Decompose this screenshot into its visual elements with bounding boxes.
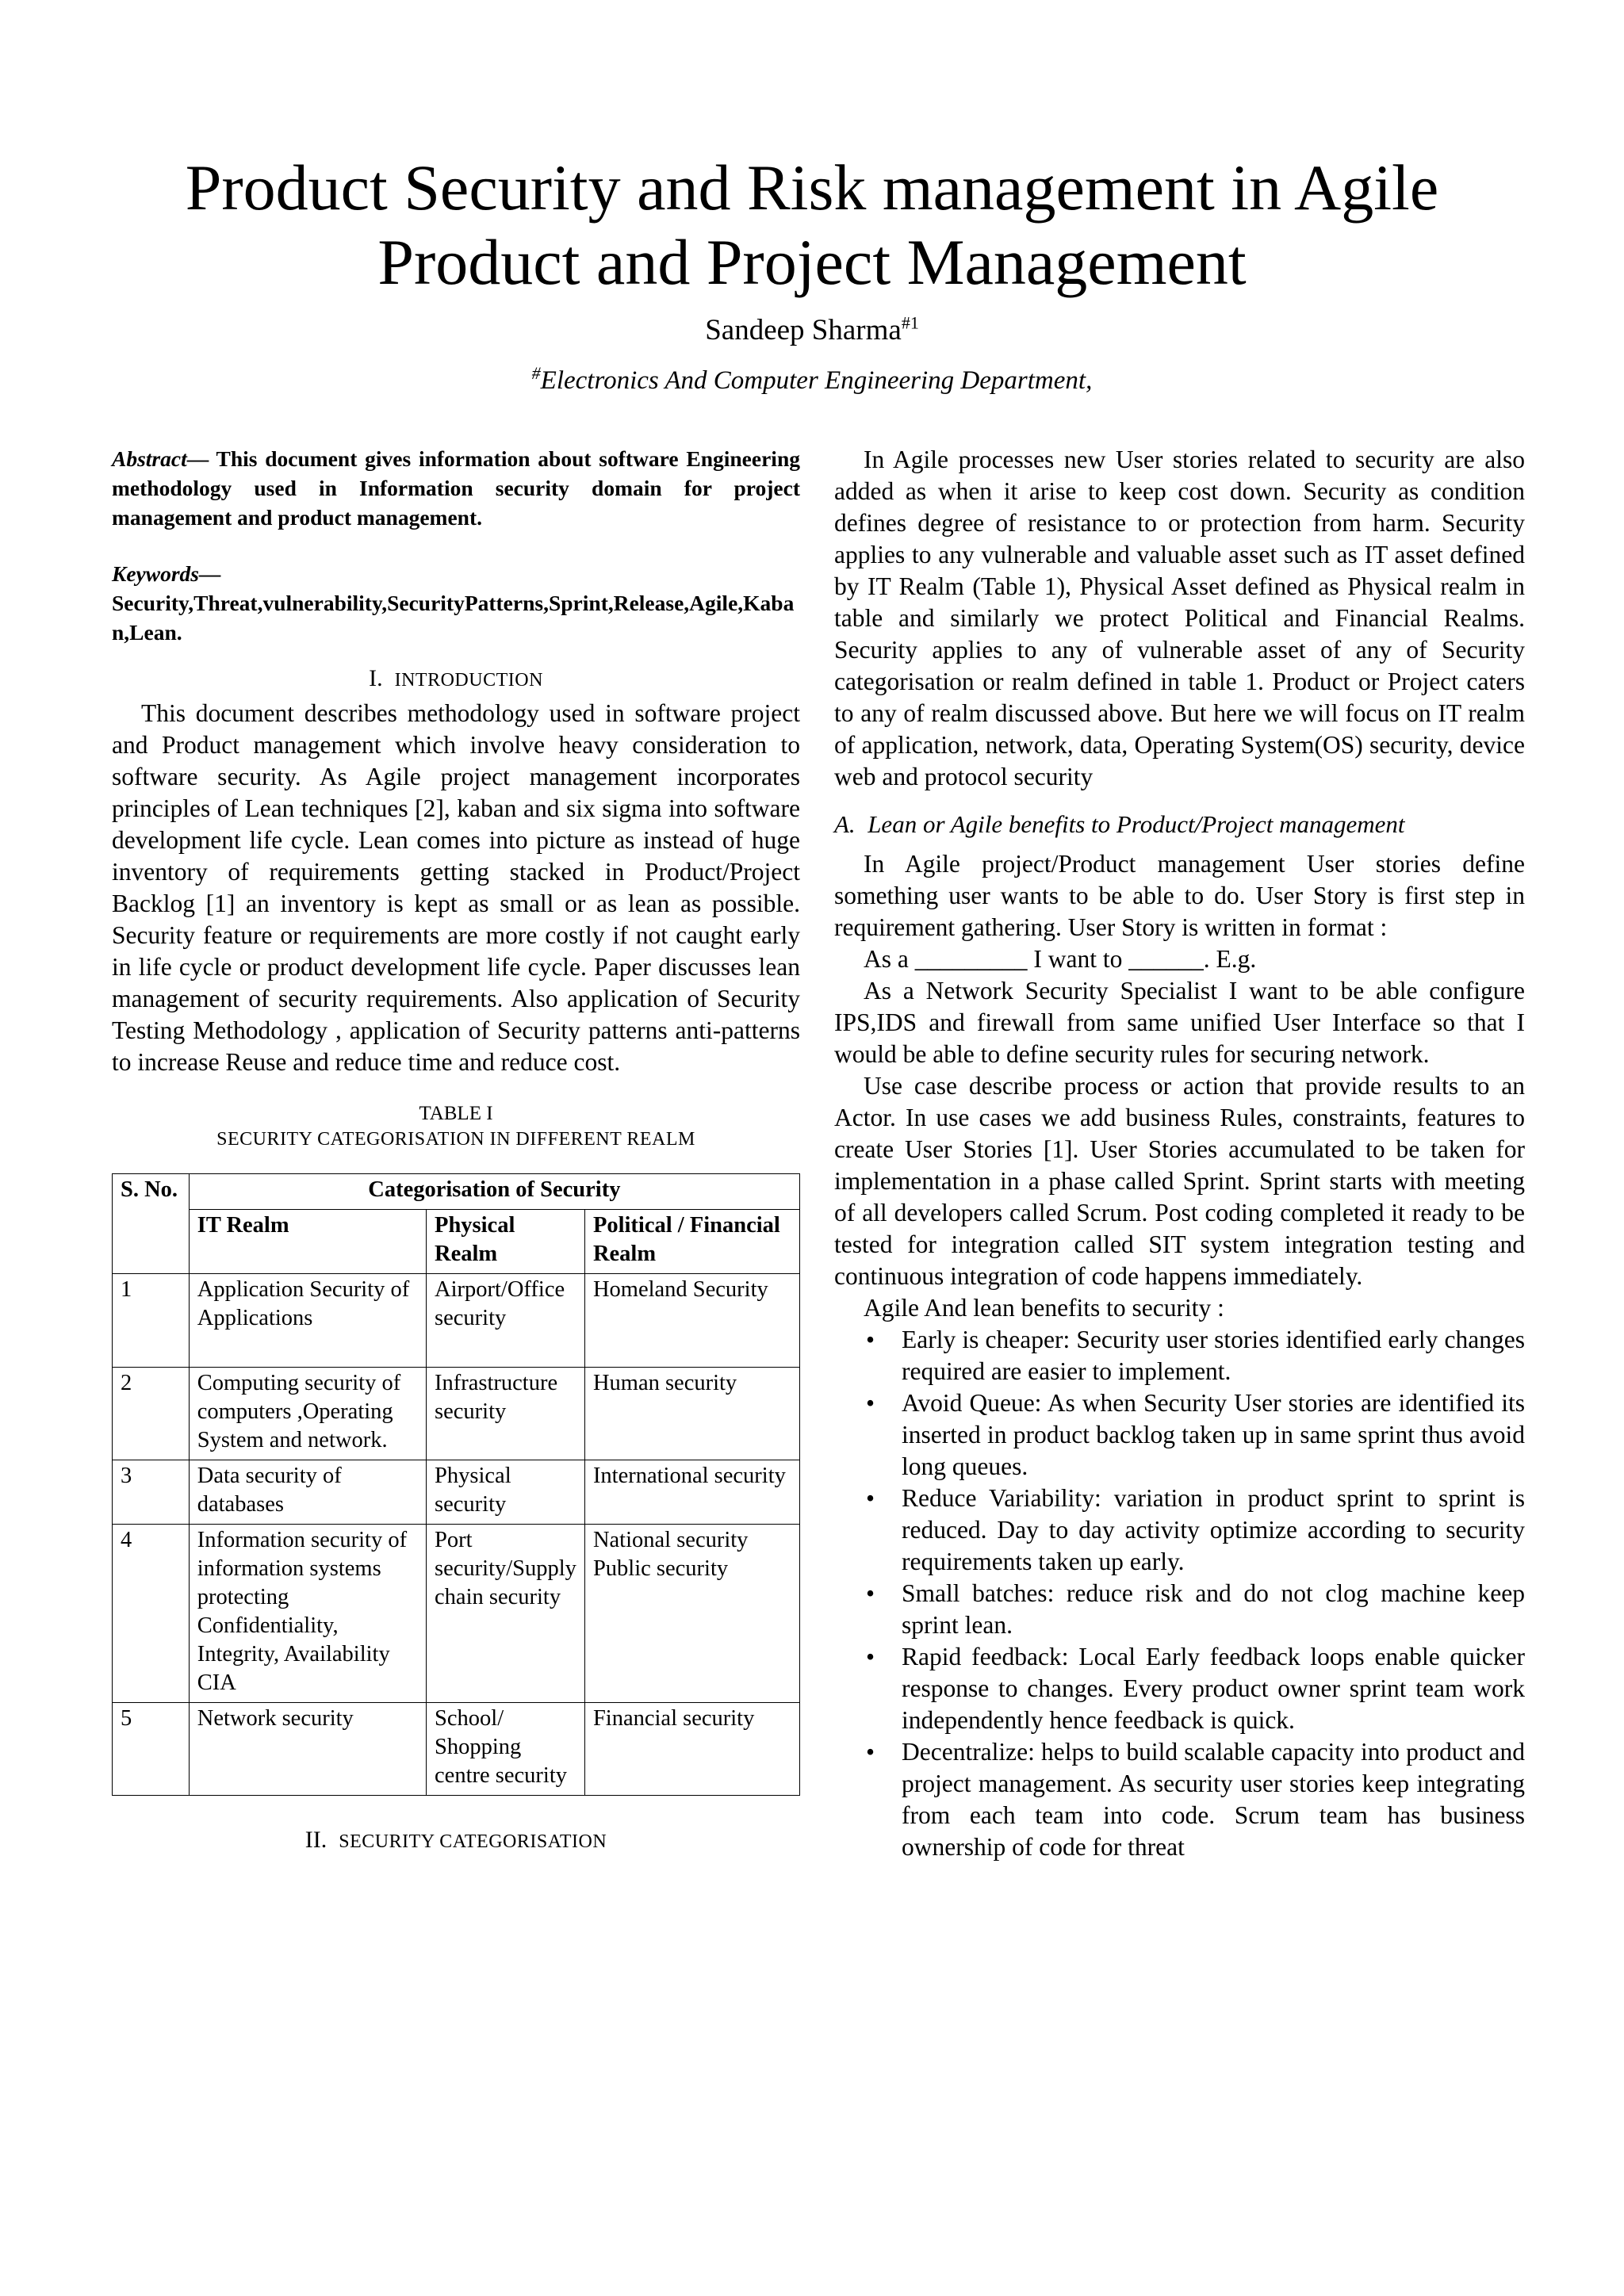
- section-heading-introduction: [112, 663, 800, 696]
- cell-sno: 4: [113, 1525, 190, 1703]
- subsection-title: Lean or Agile benefits to Product/Project management: [868, 810, 1405, 838]
- title-line-2: Product and Project Management: [377, 226, 1247, 298]
- bullet-icon: •: [866, 1738, 875, 1766]
- table-row: [113, 1525, 800, 1703]
- table-row: [113, 1368, 800, 1460]
- cell-it: Data security of databases: [189, 1460, 426, 1525]
- cell-physical: Airport/Office security: [427, 1274, 585, 1368]
- cell-sno: 3: [113, 1460, 190, 1525]
- list-item: [866, 1387, 1525, 1483]
- cell-sno: 1: [113, 1274, 190, 1368]
- abstract-dash: —: [186, 446, 209, 471]
- introduction-paragraph: This document describes methodology used in software project and Product management which involve heavy consideration to software security. As Agile project management incorporates principles of Lean techniques [2], kaban and six sigma into software development life cycle. Lean comes into picture as instead of huge inventory of requirements getting stacked in Product/Project Backlog [1] an inventory is kept as small or as lean as possible. Security feature or requirements are more costly if not caught early in life cycle or product development life cycle. Paper discusses lean management of security requirements. Also application of Security Testing Methodology , application of Security patterns anti-patterns to increase Reuse and reduce time and reduce cost.: [112, 699, 800, 1076]
- list-item-text: Small batches: reduce risk and do not clog machine keep sprint lean.: [902, 1579, 1525, 1639]
- bullet-icon: •: [866, 1579, 875, 1607]
- affiliation-superscript: #: [531, 363, 541, 383]
- table-row: [113, 1274, 800, 1368]
- abstract-label: Abstract: [112, 446, 187, 471]
- table-header-row: [113, 1174, 800, 1210]
- header-group: Categorisation of Security: [189, 1174, 799, 1210]
- table-caption: [112, 1100, 800, 1153]
- title-line-1: Product Security and Risk management in Agile: [185, 151, 1439, 224]
- paper-title: [111, 151, 1513, 300]
- right-column: [834, 444, 1525, 1863]
- table-label: TABLE I: [419, 1103, 493, 1124]
- abstract: [112, 444, 800, 532]
- paragraph-example: As a Network Security Specialist I want to be able configure IPS,IDS and firewall from same unified User Interface so that I would be able to define security rules for securing network.: [834, 977, 1525, 1068]
- list-item-text: Avoid Queue: As when Security User stories are identified its inserted in product backlog taken up in same sprint thus avoid long queues.: [902, 1389, 1525, 1480]
- cell-political: Human security: [584, 1368, 799, 1460]
- subsection-heading: [834, 809, 1525, 840]
- list-item: [866, 1324, 1525, 1387]
- list-item: [866, 1578, 1525, 1641]
- benefits-intro: Agile And lean benefits to security :: [864, 1294, 1224, 1322]
- paragraph-user-stories: In Agile project/Product management User stories define something user wants to be able to do. User Story is first step in requirement gathering. User Story is written in format :: [834, 850, 1525, 941]
- cell-political: National security Public security: [584, 1525, 799, 1703]
- author-name: Sandeep Sharma: [705, 314, 902, 346]
- cell-sno: 2: [113, 1368, 190, 1460]
- cell-physical: Port security/Supply chain security: [427, 1525, 585, 1703]
- header-sno: S. No.: [113, 1174, 190, 1274]
- header-physical-realm: Physical Realm: [427, 1210, 585, 1274]
- header-it-realm: IT Realm: [189, 1210, 426, 1274]
- cell-physical: Infrastructure security: [427, 1368, 585, 1460]
- list-item-text: Early is cheaper: Security user stories identified early changes required are easier to implement.: [902, 1326, 1525, 1385]
- cell-sno: 5: [113, 1703, 190, 1796]
- list-item: [866, 1483, 1525, 1578]
- paragraph-use-case: Use case describe process or action that provide results to an Actor. In use cases we add business Rules, constraints, features to create User Stories [1]. User Stories accumulated to be taken for implementation in a phase called Sprint. Sprint starts with meeting of all developers called Scrum. Post coding completed it ready to be tested for integration called SIT system integration testing and continuous integration of code happens immediately.: [834, 1072, 1525, 1290]
- table-title: SECURITY CATEGORISATION IN DIFFERENT REALM: [216, 1129, 695, 1150]
- header-political-realm: Political / Financial Realm: [584, 1210, 799, 1274]
- author-superscript: #1: [901, 312, 919, 333]
- section-title: INTRODUCTION: [394, 670, 543, 691]
- table-row: [113, 1703, 800, 1796]
- table-row: [113, 1460, 800, 1525]
- affiliation-line: [0, 363, 1624, 396]
- cell-it: Application Security of Applications: [189, 1274, 426, 1368]
- keywords-text: Security,Threat,vulnerability,SecurityPatterns,Sprint,Release,Agile,Kaban,Lean.: [112, 591, 795, 645]
- cell-it: Computing security of computers ,Operating System and network.: [189, 1368, 426, 1460]
- format-line: As a _________ I want to ______. E.g.: [864, 945, 1257, 973]
- subsection-label: A.: [834, 810, 856, 838]
- table-subheader-row: [113, 1210, 800, 1274]
- paragraph-security-stories: In Agile processes new User stories related to security are also added as when it arise to keep cost down. Security as condition defines degree of resistance to or protection from harm. Security applies to any vulnerable and valuable asset such as IT asset defined by IT Realm (Table 1), Physical Asset defined as Physical realm in table and similarly we protect Political and Financial Realms. Security applies to any of vulnerable asset of any of Security categorisation or realm defined in table 1. Product or Project caters to any of realm discussed above. But here we will focus on IT realm of application, network, data, Operating System(OS) security, device web and protocol security: [834, 446, 1525, 790]
- bullet-icon: •: [866, 1326, 875, 1353]
- section-number: II.: [304, 1827, 327, 1853]
- abstract-text: This document gives information about software Engineering methodology used in Information security domain for project management and product management.: [112, 446, 800, 530]
- affiliation-text: Electronics And Computer Engineering Department,: [540, 366, 1093, 395]
- cell-it: Network security: [189, 1703, 426, 1796]
- author-line: [0, 313, 1624, 347]
- list-item-text: Decentralize: helps to build scalable capacity into product and project management. As security user stories keep integrating from each team into code. Scrum team has business ownership of code for threat: [902, 1738, 1525, 1861]
- list-item-text: Reduce Variability: variation in product sprint to sprint is reduced. Day to day activity optimize according to security requirements taken up early.: [902, 1484, 1525, 1575]
- keywords-label: Keywords—: [112, 561, 221, 586]
- list-item-text: Rapid feedback: Local Early feedback loops enable quicker response to changes. Every product owner sprint team work independently hence feedback is quick.: [902, 1643, 1525, 1734]
- section-number: I.: [369, 665, 383, 691]
- bullet-icon: •: [866, 1389, 875, 1417]
- list-item: [866, 1736, 1525, 1863]
- cell-it: Information security of information systems protecting Confidentiality, Integrity, Availability CIA: [189, 1525, 426, 1703]
- cell-physical: Physical security: [427, 1460, 585, 1525]
- section-heading-categorisation: [112, 1824, 800, 1858]
- list-item: [866, 1641, 1525, 1736]
- cell-physical: School/ Shopping centre security: [427, 1703, 585, 1796]
- bullet-icon: •: [866, 1643, 875, 1670]
- left-column: [112, 444, 800, 1858]
- bullet-icon: •: [866, 1484, 875, 1512]
- cell-political: International security: [584, 1460, 799, 1525]
- cell-political: Financial security: [584, 1703, 799, 1796]
- benefits-list: [834, 1324, 1525, 1863]
- security-categorisation-table: [112, 1173, 800, 1796]
- section-title: SECURITY CATEGORISATION: [339, 1831, 607, 1852]
- keywords-block: [112, 559, 800, 647]
- cell-political: Homeland Security: [584, 1274, 799, 1368]
